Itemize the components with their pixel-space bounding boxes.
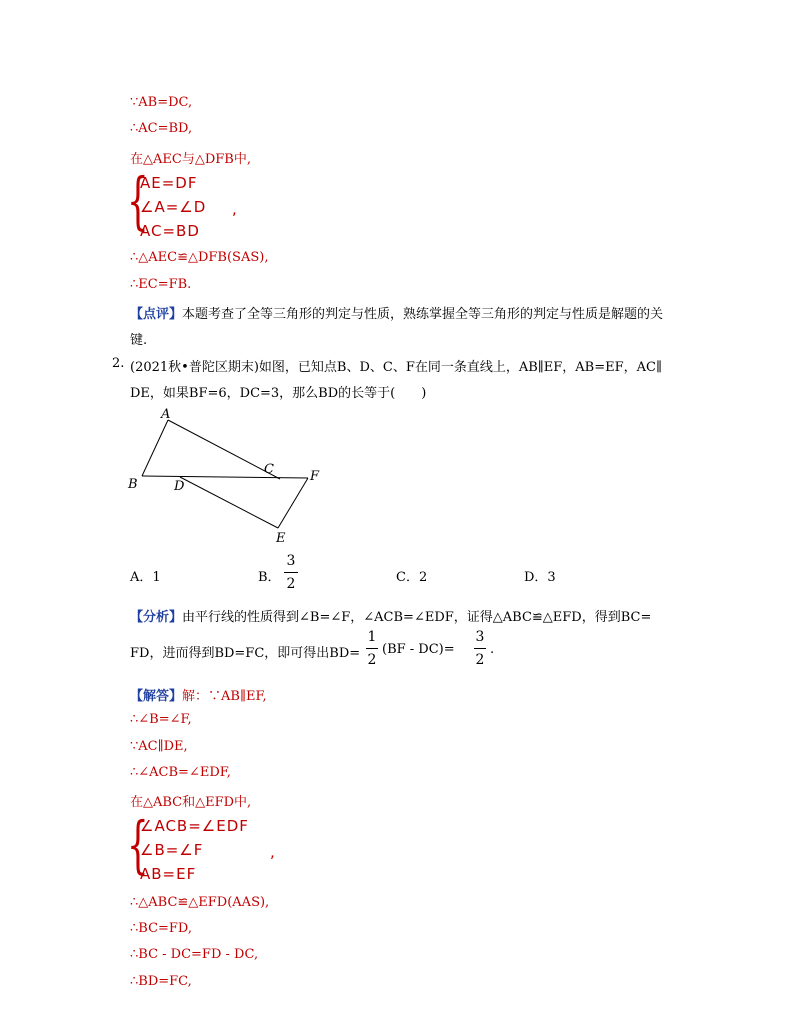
label-a: A — [161, 407, 171, 422]
solution-line-2: ∵AC∥DE, — [130, 739, 188, 754]
review-text-1: 本题考查了全等三角形的判定与性质，熟练掌握全等三角形的判定与性质是解题的关 — [182, 307, 664, 322]
segment-ef — [278, 478, 308, 528]
analysis-fraction-1 — [366, 628, 378, 669]
analysis-text-1: 由平行线的性质得到∠B=∠F，∠ACB=∠EDF，证得△ABC≌△EFD，得到BC= — [182, 610, 652, 625]
solution-line-7: ∴BC - DC=FD - DC, — [130, 947, 259, 962]
system-2-eq-2: ∠B=∠F — [140, 841, 204, 859]
question-line-1: (2021秋•普陀区期末)如图，已知点B、D、C、F在同一条直线上，AB∥EF，AB=EF，AC∥ — [130, 360, 662, 375]
system-2-eq-1: ∠ACB=∠EDF — [140, 817, 249, 835]
analysis-frac1-numerator: 1 — [367, 629, 377, 645]
solution-line-6: ∴BC=FD, — [130, 921, 193, 936]
proof-line-2: ∴AC=BD, — [130, 121, 193, 136]
solution-tag: 【解答】 — [130, 689, 183, 704]
solution-intro — [130, 685, 267, 704]
solution-intro-text: 解：∵AB∥EF, — [182, 689, 267, 704]
analysis-line-2c: . — [490, 642, 495, 657]
system-1-eq-2: ∠A=∠D — [140, 198, 207, 216]
label-b: B — [128, 477, 138, 492]
review-line-2: 键. — [130, 333, 148, 348]
analysis-frac2-denominator: 2 — [475, 652, 485, 668]
analysis-frac2-numerator: 3 — [475, 629, 485, 645]
analysis-line-1 — [130, 606, 651, 625]
question-line-2: DE，如果BF=6，DC=3，那么BD的长等于( ) — [130, 386, 427, 401]
solution-line-5: ∴△ABC≌△EFD(AAS), — [130, 895, 270, 910]
option-a: A．1 — [130, 570, 161, 585]
segment-de — [180, 477, 278, 528]
label-f: F — [310, 469, 320, 484]
option-b-denominator: 2 — [286, 576, 296, 592]
option-d: D．3 — [524, 570, 556, 585]
proof-line-1: ∵AB=DC, — [130, 95, 193, 110]
proof-line-4: ∴△AEC≌△DFB(SAS), — [130, 250, 269, 265]
question-number: 2. — [112, 356, 125, 371]
label-c: C — [264, 462, 274, 477]
segment-bf — [142, 476, 308, 478]
system-brace-2: { — [127, 808, 149, 881]
solution-line-1: ∴∠B=∠F, — [130, 712, 192, 727]
proof-line-5: ∴EC=FB. — [130, 277, 192, 292]
geometry-figure — [120, 400, 340, 550]
solution-line-3: ∴∠ACB=∠EDF, — [130, 765, 231, 780]
system-1-comma: , — [232, 200, 238, 218]
solution-line-8: ∴BD=FC, — [130, 974, 192, 989]
label-d: D — [174, 479, 185, 494]
review-line-1 — [130, 303, 663, 322]
system-2-eq-3: AB=EF — [140, 865, 197, 883]
review-tag: 【点评】 — [130, 307, 183, 322]
analysis-line-2a: FD，进而得到BD=FC，即可得出BD= — [130, 646, 361, 661]
solution-line-4: 在△ABC和△EFD中, — [130, 795, 252, 810]
label-e: E — [276, 531, 286, 546]
option-b-fraction — [284, 552, 298, 593]
analysis-fraction-2 — [474, 628, 486, 669]
analysis-tag: 【分析】 — [130, 610, 183, 625]
option-b-numerator: 3 — [286, 553, 296, 569]
analysis-frac1-denominator: 2 — [367, 652, 377, 668]
option-b-prefix: B． — [258, 570, 281, 585]
option-c: C．2 — [396, 570, 428, 585]
system-1-eq-1: AE=DF — [140, 174, 198, 192]
system-brace-1: { — [127, 164, 149, 237]
analysis-line-2b: (BF - DC)= — [382, 642, 455, 657]
segment-ab — [142, 420, 168, 476]
system-2-comma: , — [270, 843, 276, 861]
system-1-eq-3: AC=BD — [140, 222, 200, 240]
proof-line-3: 在△AEC与△DFB中, — [130, 152, 251, 167]
